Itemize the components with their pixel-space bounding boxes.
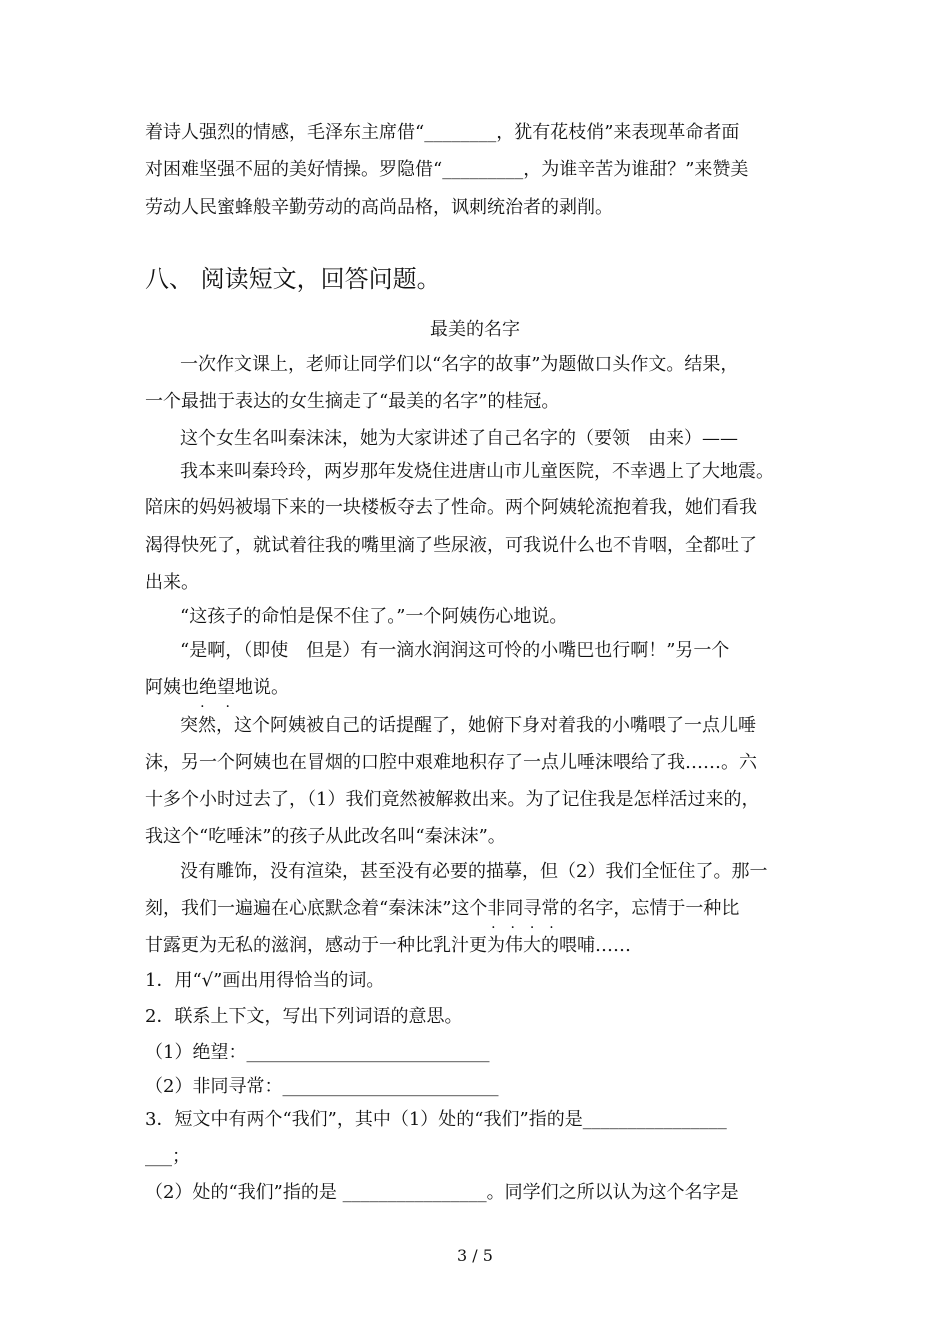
text-segment: 的名字，忘情于一种比	[559, 898, 740, 919]
emphasized-word: 绝望 · ·	[199, 676, 235, 700]
paragraph-line: 劳动人民蜜蜂般辛勤劳动的高尚品格，讽刺统治者的剥削。	[145, 197, 613, 218]
article-line: 陪床的妈妈被塌下来的一块楼板夺去了性命。两个阿姨轮流抱着我，她们看我	[145, 497, 757, 518]
article-line: 我这个“吃唾沫”的孩子从此改名叫“秦沫沫”。	[145, 826, 506, 847]
question-2-2-answer-line[interactable]: （2）非同寻常：________________________	[145, 1076, 499, 1097]
text-segment: 阿姨也	[145, 677, 199, 698]
article-line	[145, 676, 289, 700]
article-line: 这个女生名叫秦沫沫，她为大家讲述了自己名字的（要领 由来）——	[180, 428, 738, 449]
section-title: 八、 阅读短文，回答问题。	[145, 265, 441, 293]
question-2-1-answer-line[interactable]: （1）绝望：___________________________	[145, 1042, 490, 1063]
article-line: 没有雕饰，没有渲染，甚至没有必要的描摹，但（2）我们全怔住了。那一	[180, 861, 768, 882]
article-line: “是啊，（即使 但是）有一滴水润润这可怜的小嘴巴也行啊！”另一个	[180, 640, 730, 661]
paragraph-line: 对困难坚强不屈的美好情操。罗隐借“_________，为谁辛苦为谁甜？”来赞美	[145, 159, 749, 180]
paragraph-line: 着诗人强烈的情感，毛泽东主席借“________，犹有花枝俏”来表现革命者面	[145, 122, 740, 143]
article-line	[145, 897, 739, 921]
question-3-part-2[interactable]: （2）处的“我们”指的是 ________________。同学们之所以认为这个名字是	[145, 1182, 739, 1203]
article-line: 出来。	[145, 572, 199, 593]
article-line: 沫，另一个阿姨也在冒烟的口腔中艰难地积存了一点儿唾沫喂给了我……。六	[145, 752, 757, 773]
question-3[interactable]: 3．短文中有两个“我们”，其中（1）处的“我们”指的是________________	[145, 1109, 727, 1130]
question-1: 1．用“√”画出用得恰当的词。	[145, 970, 385, 991]
article-line: 十多个小时过去了，（1）我们竟然被解救出来。为了记住我是怎样活过来的，	[145, 789, 760, 810]
article-line: 渴得快死了，就试着往我的嘴里滴了些尿液，可我说什么也不肯咽，全都吐了	[145, 535, 757, 556]
question-3-continued[interactable]: ___；	[145, 1146, 190, 1167]
page-number: 3 / 5	[457, 1246, 493, 1265]
article-line: 突然，这个阿姨被自己的话提醒了，她俯下身对着我的小嘴喂了一点儿唾	[180, 715, 756, 736]
emphasized-word: 非同寻常 · ·	[487, 897, 559, 921]
article-line: 一个最拙于表达的女生摘走了“最美的名字”的桂冠。	[145, 391, 560, 412]
article-line: 一次作文课上，老师让同学们以“名字的故事”为题做口头作文。结果，	[180, 354, 739, 375]
article-line: 甘露更为无私的滋润，感动于一种比乳汁更为伟大的喂哺……	[145, 935, 631, 956]
article-line: “这孩子的命怕是保不住了。”一个阿姨伤心地说。	[180, 606, 568, 627]
text-segment: 刻，我们一遍遍在心底默念着“秦沫沫”这个	[145, 898, 488, 919]
question-2: 2．联系上下文，写出下列词语的意思。	[145, 1006, 463, 1027]
article-line: 我本来叫秦玲玲，两岁那年发烧住进唐山市儿童医院，不幸遇上了大地震。	[180, 461, 774, 482]
text-segment: 地说。	[235, 677, 289, 698]
article-title: 最美的名字	[430, 319, 520, 340]
